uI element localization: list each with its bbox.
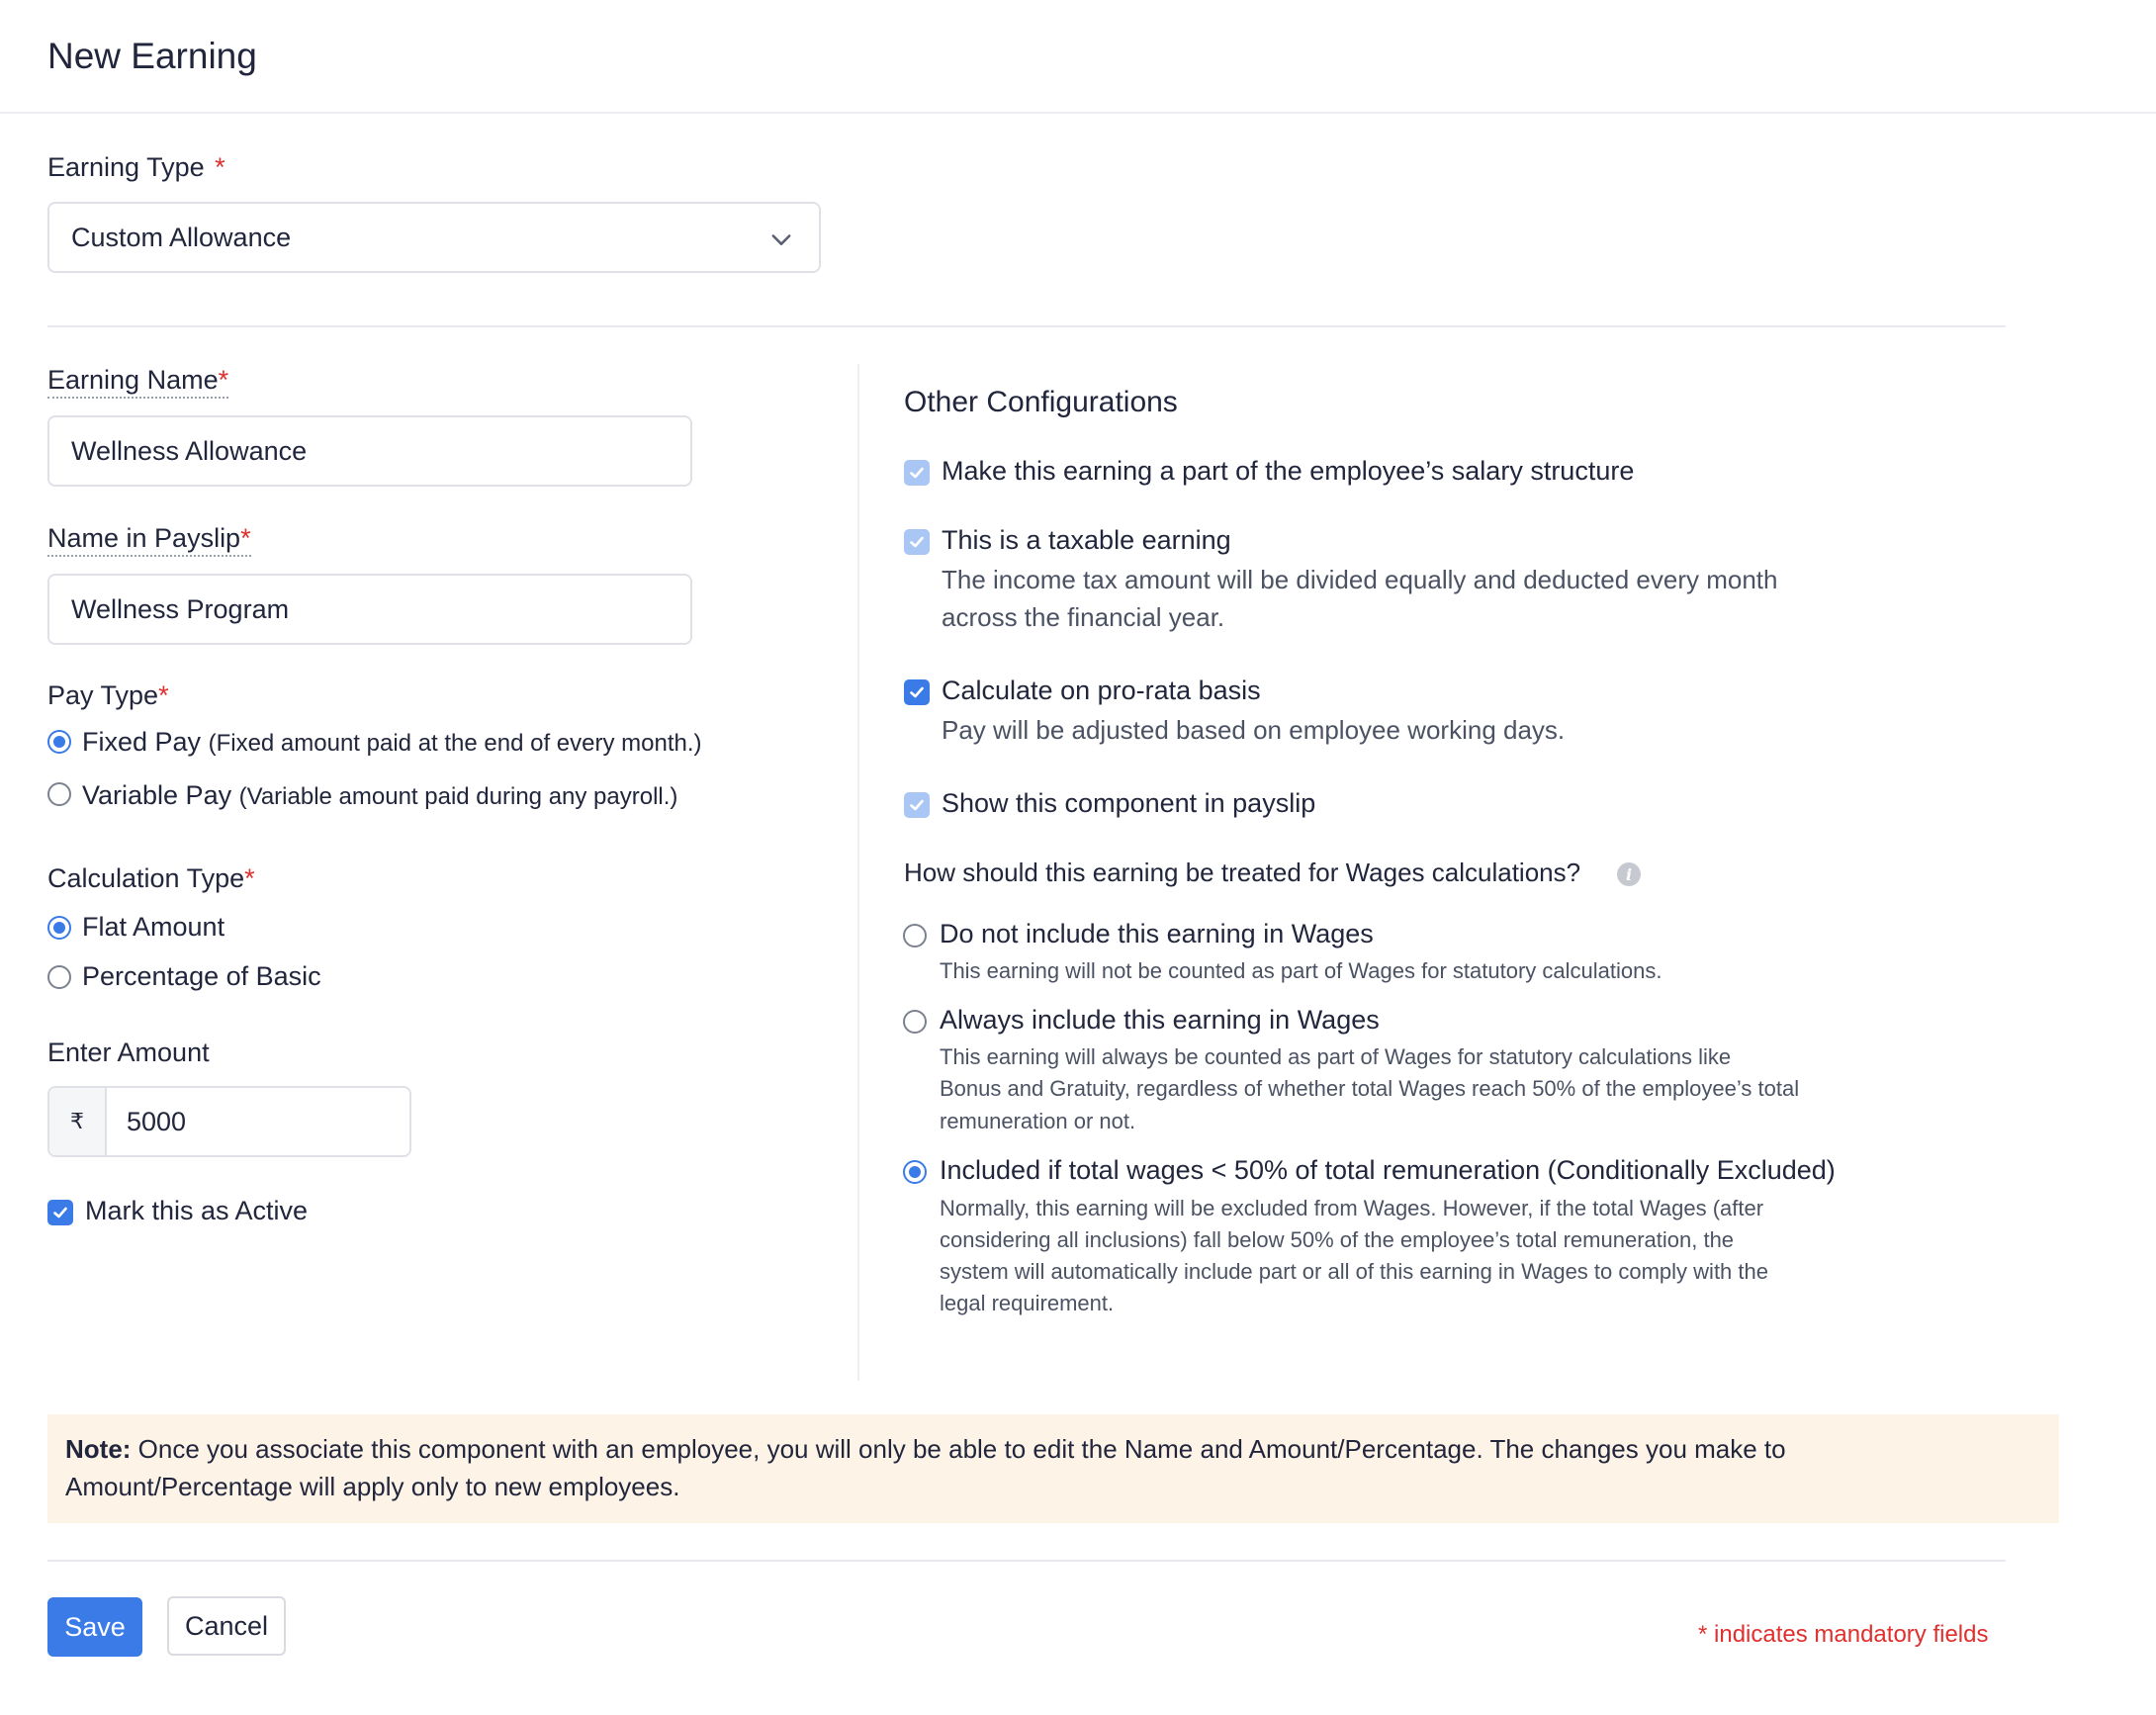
taxable-label: This is a taxable earning (942, 525, 1231, 555)
currency-symbol: ₹ (49, 1088, 107, 1155)
fixed-pay-radio[interactable] (47, 730, 71, 754)
earning-type-selected: Custom Allowance (71, 222, 292, 252)
page-title: New Earning (47, 35, 257, 76)
percentage-basic-radio[interactable] (47, 965, 71, 989)
pay-type-label: Pay Type* (47, 680, 169, 710)
variable-pay-hint: (Variable amount paid during any payroll.) (238, 783, 678, 810)
pro-rata-desc: Pay will be adjusted based on employee working days. (942, 715, 1566, 745)
flat-amount-radio[interactable] (47, 916, 71, 940)
page-header (0, 0, 2156, 114)
pro-rata-label[interactable]: Calculate on pro-rata basis (942, 676, 1261, 705)
earning-name-label-wrap (47, 365, 228, 399)
wages-conditional-desc-line2: considering all inclusions) fall below 50% of the employee’s total remuneration, the (940, 1227, 1735, 1252)
wages-conditional-desc-line1: Normally, this earning will be excluded from Wages. However, if the total Wages (after (940, 1196, 1764, 1220)
column-divider (857, 364, 859, 1381)
check-icon (908, 796, 926, 814)
save-button[interactable]: Save (47, 1597, 142, 1657)
active-checkbox[interactable] (47, 1200, 73, 1225)
check-icon (908, 533, 926, 551)
fixed-pay-label: Fixed Pay (82, 727, 202, 757)
taxable-checkbox[interactable] (904, 529, 930, 555)
pro-rata-checkbox[interactable] (904, 679, 930, 705)
active-label[interactable]: Mark this as Active (85, 1196, 309, 1225)
wages-conditional-radio[interactable] (903, 1160, 927, 1184)
show-payslip-checkbox[interactable] (904, 792, 930, 818)
fixed-pay-option[interactable] (82, 727, 702, 758)
fixed-pay-hint: (Fixed amount paid at the end of every month.) (208, 730, 702, 757)
footer-divider (47, 1560, 2006, 1562)
wages-conditional-desc-line4: legal requirement. (940, 1291, 1115, 1315)
earning-name-input[interactable]: Wellness Allowance (47, 415, 692, 487)
earning-name-label: Earning Name* (47, 365, 228, 399)
payslip-name-label: Name in Payslip* (47, 523, 251, 557)
note-text-1: Once you associate this component with an employee, you will only be able to edit the Name and Amount/Percentage. The changes you make to (131, 1434, 1786, 1464)
flat-amount-label[interactable]: Flat Amount (82, 912, 225, 942)
amount-label-wrap (47, 1038, 210, 1068)
show-payslip-label: Show this component in payslip (942, 788, 1316, 818)
salary-structure-checkbox[interactable] (904, 460, 930, 486)
pay-type-label-wrap (47, 680, 169, 711)
other-config-title: Other Configurations (904, 386, 1178, 418)
note-line1 (65, 1430, 2041, 1468)
percentage-basic-label[interactable]: Percentage of Basic (82, 961, 321, 991)
variable-pay-label: Variable Pay (82, 780, 232, 810)
payslip-name-input[interactable]: Wellness Program (47, 574, 692, 645)
wages-conditional-desc-line3: system will automatically include part or all of this earning in Wages to comply with the (940, 1259, 1768, 1284)
chevron-down-icon (767, 226, 795, 253)
mandatory-note: * indicates mandatory fields (1698, 1621, 1989, 1648)
variable-pay-radio[interactable] (47, 782, 71, 806)
wages-always-desc-line3: remuneration or not. (940, 1109, 1136, 1133)
wages-exclude-label[interactable]: Do not include this earning in Wages (940, 919, 1374, 948)
check-icon (908, 683, 926, 701)
wages-always-label[interactable]: Always include this earning in Wages (940, 1005, 1380, 1035)
wages-exclude-desc: This earning will not be counted as part of Wages for statutory calculations. (940, 958, 1662, 983)
variable-pay-option[interactable] (82, 780, 677, 811)
check-icon (51, 1204, 69, 1221)
wages-always-desc-line2: Bonus and Gratuity, regardless of whether total Wages reach 50% of the employee’s total (940, 1076, 1800, 1101)
wages-exclude-radio[interactable] (903, 924, 927, 948)
calc-type-label-wrap (47, 863, 255, 894)
taxable-desc-line1: The income tax amount will be divided equally and deducted every month (942, 565, 1778, 594)
info-icon[interactable]: i (1617, 862, 1641, 886)
earning-type-label-wrap (47, 152, 225, 183)
note-banner (47, 1414, 2059, 1523)
divider (47, 325, 2006, 327)
payslip-name-label-wrap (47, 523, 251, 557)
wages-question: How should this earning be treated for Wages calculations? (904, 858, 1581, 887)
amount-field[interactable] (47, 1086, 411, 1157)
wages-always-radio[interactable] (903, 1010, 927, 1034)
check-icon (908, 464, 926, 482)
earning-type-select[interactable] (47, 202, 821, 273)
amount-input[interactable]: 5000 (127, 1106, 187, 1136)
salary-structure-label: Make this earning a part of the employee’s salary structure (942, 456, 1635, 486)
required-mark: * (215, 152, 225, 182)
wages-conditional-label[interactable]: Included if total wages < 50% of total remuneration (Conditionally Excluded) (940, 1155, 1836, 1185)
note-text-2: Amount/Percentage will apply only to new employees. (65, 1472, 680, 1501)
note-prefix: Note: (65, 1434, 132, 1464)
earning-type-label: Earning Type (47, 152, 205, 182)
wages-always-desc-line1: This earning will always be counted as part of Wages for statutory calculations like (940, 1044, 1732, 1069)
calc-type-label: Calculation Type* (47, 863, 255, 893)
cancel-button[interactable]: Cancel (167, 1596, 286, 1656)
taxable-desc-line2: across the financial year. (942, 602, 1225, 632)
amount-label: Enter Amount (47, 1038, 210, 1067)
